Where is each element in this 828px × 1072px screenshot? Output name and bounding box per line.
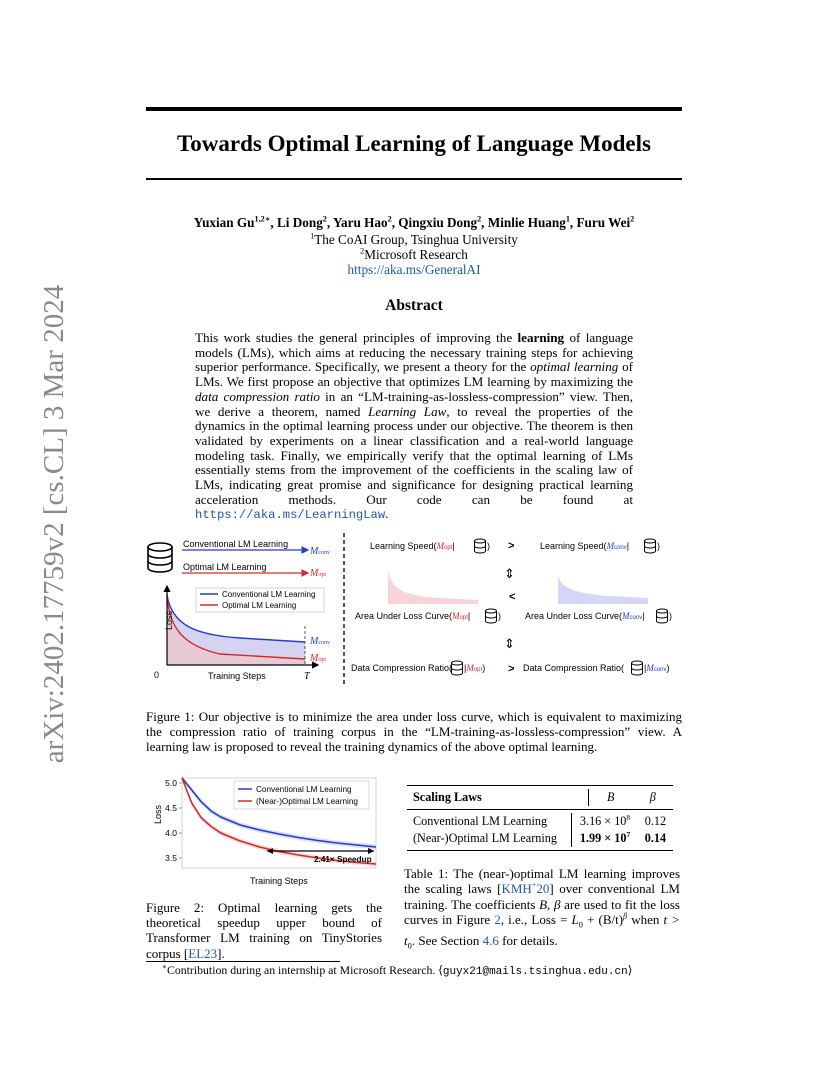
table-header-beta: β bbox=[649, 790, 656, 804]
footnote-email: guyx21@mails.tsinghua.edu.cn bbox=[442, 966, 628, 978]
author: Yuxian $Gu^{1,2∗}$, bbox=[193, 214, 277, 230]
t-label: T bbox=[304, 671, 310, 682]
area-opt-label: Area Under Loss Curve(Mopt| bbox=[355, 611, 471, 621]
legend-optimal: Optimal LM Learning bbox=[222, 601, 297, 610]
mini-optimal-area bbox=[388, 568, 478, 604]
author: Li Dong$^2$, bbox=[276, 214, 333, 230]
equivalence-symbol: ⇕ bbox=[504, 566, 515, 581]
m-conv-curve-symbol: Mconv bbox=[310, 636, 331, 647]
figure-ref-link[interactable]: 2 bbox=[494, 911, 501, 927]
learning-speed-opt-label: Learning Speed(Mopt| bbox=[370, 541, 455, 551]
affiliation-2: $^2$Microsoft Research bbox=[360, 246, 468, 262]
ratio-opt-symbol: |Mopt) bbox=[464, 663, 486, 673]
close-paren: ) bbox=[657, 541, 660, 551]
table-header-b: B bbox=[588, 789, 632, 806]
row-beta: 0.14 bbox=[644, 831, 667, 845]
loss-axis-label: Loss bbox=[164, 610, 174, 630]
table-row bbox=[407, 830, 673, 847]
x-axis-label: Training Steps bbox=[250, 876, 308, 886]
row-b: $1.99 \times 10^7$ bbox=[572, 830, 638, 847]
m-opt-symbol: Mopt bbox=[310, 568, 327, 579]
ratio-conv-symbol: |Mconv) bbox=[644, 663, 670, 673]
database-icon bbox=[452, 661, 463, 675]
citation-link[interactable]: EL23 bbox=[188, 945, 218, 961]
m-conv-symbol: Mconv bbox=[310, 546, 331, 557]
ratio-conv-label: Data Compression Ratio( bbox=[523, 663, 625, 673]
row-name: (Near-)Optimal LM Learning bbox=[413, 831, 557, 845]
affiliation-link-row bbox=[146, 262, 682, 278]
close-paren: ) bbox=[487, 541, 490, 551]
database-icon bbox=[657, 609, 668, 623]
figure-2-legend bbox=[234, 781, 369, 809]
figure-1-caption: Figure 1: Our objective is to minimize the area under loss curve, which is equivalent to maximizing the compression ratio of training corpus in the “LM-training-as-lossless-compression” view. A learning law is proposed to reveal the training dynamics of the above optimal learning. bbox=[146, 709, 682, 754]
section-ref-link[interactable]: 4.6 bbox=[482, 932, 499, 948]
database-icon bbox=[148, 543, 172, 572]
legend-optimal: (Near-)Optimal LM Learning bbox=[256, 797, 358, 806]
y-tick-label: 3.5 bbox=[165, 853, 177, 863]
legend-conventional: Conventional LM Learning bbox=[256, 785, 352, 794]
title-bottom-rule bbox=[146, 178, 682, 180]
citation-link[interactable]: KMH+20 bbox=[501, 880, 550, 897]
legend-conventional: Conventional LM Learning bbox=[222, 590, 316, 599]
table-1 bbox=[407, 785, 673, 851]
database-icon bbox=[645, 539, 656, 553]
y-axis-label: Loss bbox=[153, 804, 163, 824]
row-name: Conventional LM Learning bbox=[413, 814, 548, 828]
y-tick-label: 5.0 bbox=[165, 778, 177, 788]
affiliation-1: $^1$The CoAI Group, Tsinghua University bbox=[310, 231, 518, 247]
author: Furu Wei$^2$ bbox=[576, 214, 635, 230]
close-paren: ) bbox=[669, 611, 672, 621]
affiliation-link[interactable]: https://aka.ms/GeneralAI bbox=[347, 262, 481, 277]
lt-symbol: < bbox=[509, 591, 516, 603]
scaling-laws-table bbox=[407, 789, 673, 806]
footnote: ∗Contribution during an internship at Microsoft Research. ⟨guyx21@mails.tsinghua.edu.cn⟩ bbox=[162, 962, 633, 978]
scaling-laws-body bbox=[407, 813, 673, 847]
close-paren: ) bbox=[498, 611, 501, 621]
y-tick-label: 4.0 bbox=[165, 828, 177, 838]
author: Minlie Huang$^1$, bbox=[487, 214, 577, 230]
ratio-opt-label: Data Compression Ratio( bbox=[351, 663, 453, 673]
gt-symbol: > bbox=[508, 663, 515, 675]
mini-conventional-area bbox=[558, 576, 648, 604]
row-beta: 0.12 bbox=[644, 814, 667, 828]
table-header-name: Scaling Laws bbox=[413, 790, 482, 804]
code-link[interactable]: https://aka.ms/LearningLaw bbox=[195, 508, 386, 523]
training-steps-label: Training Steps bbox=[208, 671, 266, 681]
arxiv-identifier-stamp: arXiv:2402.17759v2 [cs.CL] 3 Mar 2024 bbox=[38, 284, 70, 764]
paper-title: Towards Optimal Learning of Language Models bbox=[177, 131, 651, 156]
origin-label: 0 bbox=[154, 670, 160, 680]
row-b: $3.16 \times 10^8$ bbox=[572, 813, 638, 830]
conventional-process-label: Conventional LM Learning bbox=[183, 539, 289, 549]
author-list bbox=[146, 215, 682, 231]
abstract-body: This work studies the general principles of improving the learning of language models (LMs), which aims at reducing the necessary training steps for achieving superior performance. Specifically, we present a theory for the optimal learning of LMs. We first propose an objective that optimizes LM learning by maximizing the data compression ratio in an “LM-training-as-lossless-compression” view. Then, we derive a theorem, named Learning Law, to reveal the properties of the dynamics in the optimal learning process under our objective. The theorem is then validated by experiments on a linear classification and a real-world language modeling task. Finally, we empirically verify that the optimal learning of LMs essentially stems from the improvement of the coefficients in the scaling law of LMs, indicating great promise and significance for designing practical learning acceleration methods. Our code can be found at https://aka.ms/LearningLaw. bbox=[195, 330, 634, 523]
figure-1-diagram bbox=[140, 530, 690, 690]
abstract-heading: Abstract bbox=[385, 297, 443, 314]
equivalence-symbol: ⇕ bbox=[504, 636, 515, 651]
author: Yaru Hao$^2$, bbox=[333, 214, 399, 230]
database-icon bbox=[632, 661, 643, 675]
optimal-process-label: Optimal LM Learning bbox=[183, 562, 267, 572]
area-conv-label: Area Under Loss Curve(Mconv| bbox=[525, 611, 645, 621]
table-1-caption: Table 1: The (near-)optimal LM learning improves the scaling laws [KMH+20] over conventional LM training. The coefficients B, β are used to fit the loss curves in Figure 2, i.e., Loss = $L_0 + (B/t)^\beta$ when $t > t_0$. See Section 4.6 for details. bbox=[404, 866, 680, 951]
author: Qingxiu Dong$^2$, bbox=[398, 214, 488, 230]
y-tick-label: 4.5 bbox=[165, 803, 177, 813]
footnote-rule bbox=[146, 961, 340, 962]
speedup-label: 2.41× Speedup bbox=[314, 855, 372, 864]
figure-2-caption: Figure 2: Optimal learning gets the theoretical speedup upper bound of Transformer LM training on TinyStories corpus [EL23]. bbox=[146, 900, 382, 961]
database-icon bbox=[475, 539, 486, 553]
database-icon bbox=[486, 609, 497, 623]
m-opt-curve-symbol: Mopt bbox=[310, 653, 327, 664]
gt-symbol: > bbox=[508, 540, 515, 552]
title-top-rule bbox=[146, 107, 682, 111]
figure-2-chart bbox=[140, 772, 380, 890]
table-row bbox=[407, 813, 673, 830]
figure-1-legend bbox=[196, 588, 324, 612]
learning-speed-conv-label: Learning Speed(Mconv| bbox=[540, 541, 630, 551]
